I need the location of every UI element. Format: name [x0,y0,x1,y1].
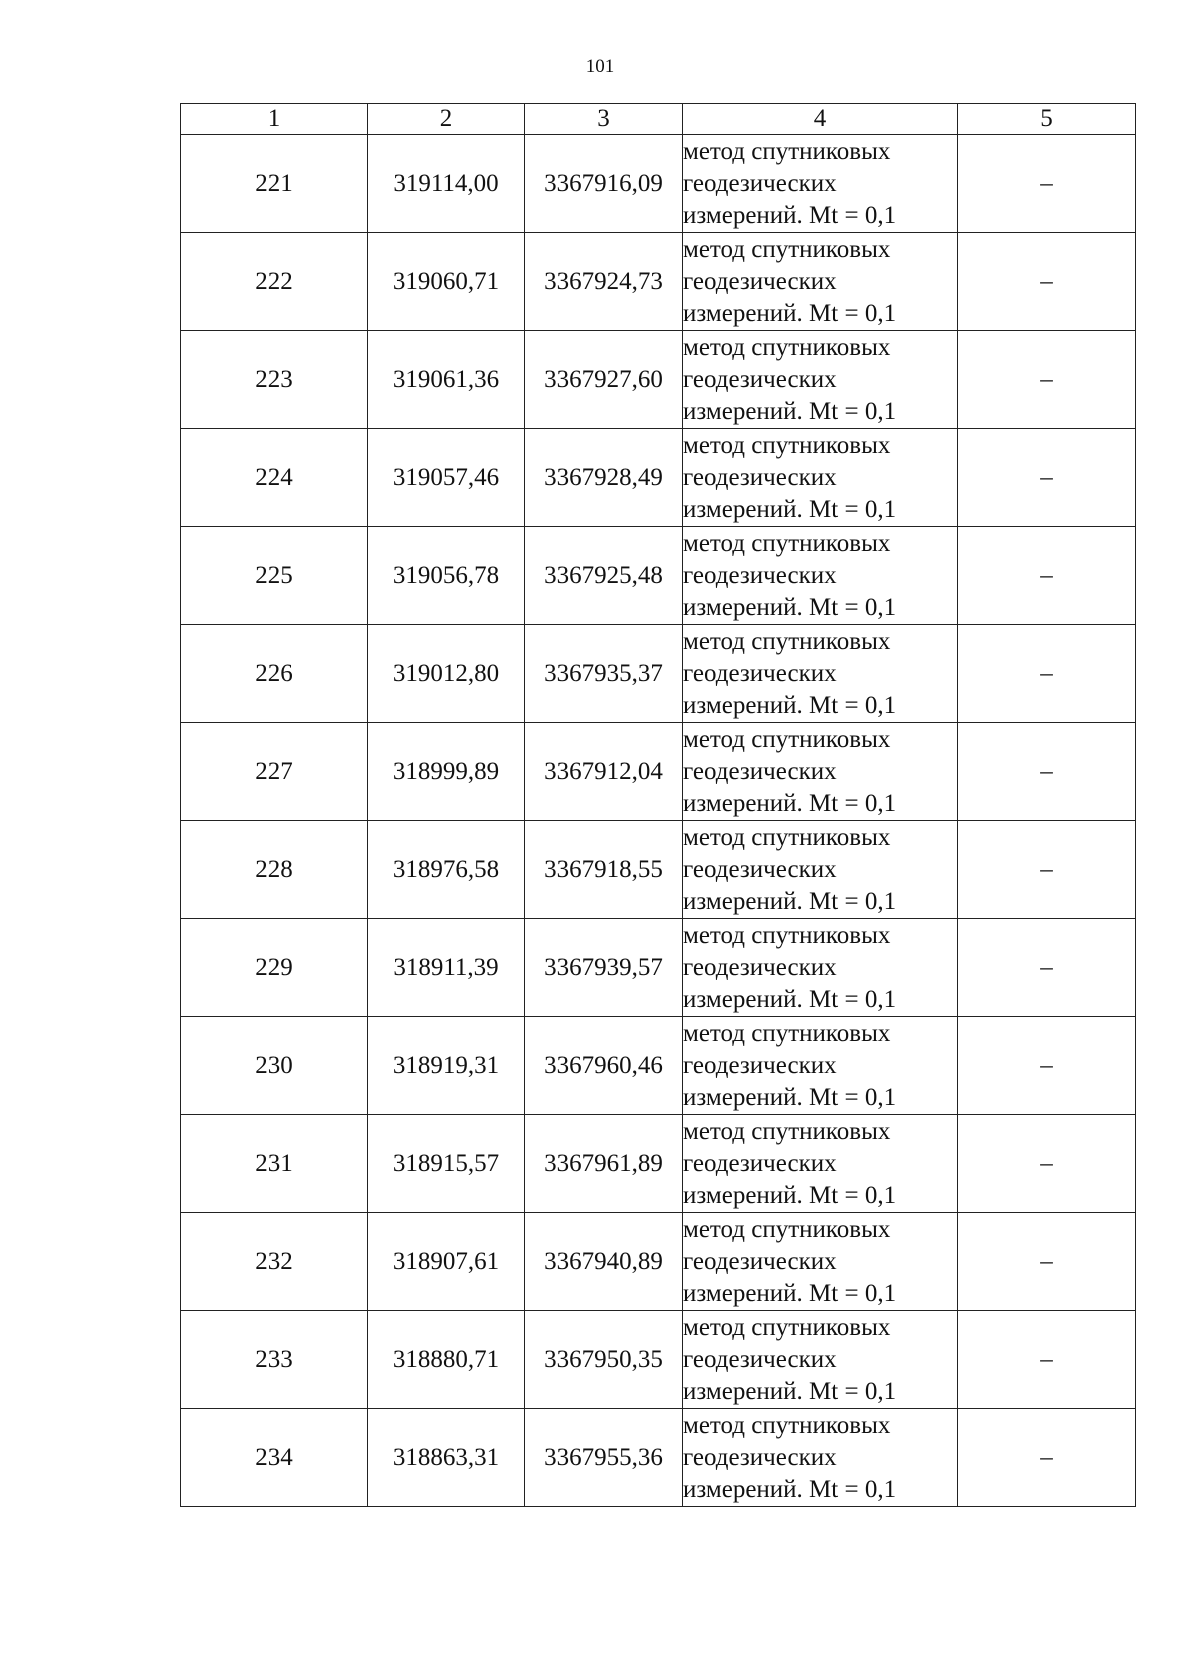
table-row [181,429,1136,527]
y-coordinate-cell: 3367928,49 [525,429,683,527]
method-line: метод спутниковых [683,1411,891,1439]
method-line: метод спутниковых [683,627,891,655]
note-cell: – [958,1311,1136,1409]
table-row [181,1409,1136,1507]
method-line: метод спутниковых [683,921,891,949]
y-coordinate-cell: 3367939,57 [525,919,683,1017]
point-number-cell: 232 [181,1213,368,1311]
table-row [181,331,1136,429]
method-line: геодезических [683,855,837,883]
method-line: измерений. Mt = 0,1 [683,299,897,327]
method-cell [683,429,958,527]
y-coordinate-cell: 3367950,35 [525,1311,683,1409]
method-line: измерений. Mt = 0,1 [683,1377,897,1405]
y-coordinate-cell: 3367935,37 [525,625,683,723]
y-coordinate-cell: 3367918,55 [525,821,683,919]
header-col-3: 3 [525,104,683,135]
note-cell: – [958,1213,1136,1311]
method-line: измерений. Mt = 0,1 [683,495,897,523]
method-line: геодезических [683,659,837,687]
x-coordinate-cell: 319057,46 [368,429,525,527]
point-number-cell: 230 [181,1017,368,1115]
method-line: измерений. Mt = 0,1 [683,201,897,229]
point-number-cell: 234 [181,1409,368,1507]
note-cell: – [958,821,1136,919]
point-number-cell: 226 [181,625,368,723]
method-cell [683,625,958,723]
x-coordinate-cell: 318999,89 [368,723,525,821]
method-line: метод спутниковых [683,725,891,753]
method-line: измерений. Mt = 0,1 [683,1279,897,1307]
table-row [181,527,1136,625]
note-cell: – [958,429,1136,527]
x-coordinate-cell: 318907,61 [368,1213,525,1311]
method-line: измерений. Mt = 0,1 [683,1083,897,1111]
method-line: метод спутниковых [683,529,891,557]
note-cell: – [958,1115,1136,1213]
method-cell [683,919,958,1017]
method-line: метод спутниковых [683,333,891,361]
x-coordinate-cell: 319061,36 [368,331,525,429]
note-cell: – [958,1017,1136,1115]
method-cell [683,1409,958,1507]
point-number-cell: 231 [181,1115,368,1213]
method-line: метод спутниковых [683,137,891,165]
coordinates-table [180,103,1136,1507]
point-number-cell: 223 [181,331,368,429]
point-number-cell: 228 [181,821,368,919]
table-row [181,821,1136,919]
header-col-5: 5 [958,104,1136,135]
table-row [181,233,1136,331]
method-line: измерений. Mt = 0,1 [683,1475,897,1503]
method-line: геодезических [683,365,837,393]
point-number-cell: 225 [181,527,368,625]
note-cell: – [958,233,1136,331]
point-number-cell: 227 [181,723,368,821]
y-coordinate-cell: 3367940,89 [525,1213,683,1311]
method-line: метод спутниковых [683,1117,891,1145]
method-cell [683,821,958,919]
table-header [181,104,1136,135]
method-line: метод спутниковых [683,1019,891,1047]
method-line: измерений. Mt = 0,1 [683,789,897,817]
table-row [181,135,1136,233]
x-coordinate-cell: 318880,71 [368,1311,525,1409]
method-line: геодезических [683,757,837,785]
note-cell: – [958,919,1136,1017]
table-body [181,135,1136,1507]
point-number-cell: 224 [181,429,368,527]
method-cell [683,135,958,233]
table-row [181,625,1136,723]
method-cell [683,331,958,429]
y-coordinate-cell: 3367955,36 [525,1409,683,1507]
method-line: геодезических [683,1051,837,1079]
y-coordinate-cell: 3367961,89 [525,1115,683,1213]
method-line: метод спутниковых [683,1215,891,1243]
x-coordinate-cell: 318863,31 [368,1409,525,1507]
point-number-cell: 221 [181,135,368,233]
method-line: метод спутниковых [683,235,891,263]
table-row [181,723,1136,821]
table-row [181,1115,1136,1213]
table-row [181,1017,1136,1115]
note-cell: – [958,723,1136,821]
x-coordinate-cell: 319060,71 [368,233,525,331]
y-coordinate-cell: 3367927,60 [525,331,683,429]
y-coordinate-cell: 3367912,04 [525,723,683,821]
y-coordinate-cell: 3367960,46 [525,1017,683,1115]
note-cell: – [958,135,1136,233]
method-cell [683,723,958,821]
method-line: метод спутниковых [683,431,891,459]
table-row [181,919,1136,1017]
method-line: измерений. Mt = 0,1 [683,985,897,1013]
header-col-1: 1 [181,104,368,135]
y-coordinate-cell: 3367924,73 [525,233,683,331]
header-col-2: 2 [368,104,525,135]
method-cell [683,1213,958,1311]
method-cell [683,1115,958,1213]
point-number-cell: 222 [181,233,368,331]
point-number-cell: 229 [181,919,368,1017]
note-cell: – [958,1409,1136,1507]
method-line: измерений. Mt = 0,1 [683,887,897,915]
method-line: геодезических [683,561,837,589]
method-line: измерений. Mt = 0,1 [683,691,897,719]
note-cell: – [958,331,1136,429]
header-col-4: 4 [683,104,958,135]
method-cell [683,527,958,625]
method-line: геодезических [683,267,837,295]
x-coordinate-cell: 319012,80 [368,625,525,723]
table-row [181,1311,1136,1409]
x-coordinate-cell: 319114,00 [368,135,525,233]
x-coordinate-cell: 318919,31 [368,1017,525,1115]
method-line: метод спутниковых [683,1313,891,1341]
x-coordinate-cell: 318915,57 [368,1115,525,1213]
y-coordinate-cell: 3367916,09 [525,135,683,233]
note-cell: – [958,527,1136,625]
method-line: измерений. Mt = 0,1 [683,397,897,425]
method-line: геодезических [683,1443,837,1471]
method-line: метод спутниковых [683,823,891,851]
method-cell [683,1017,958,1115]
header-row [181,104,1136,135]
method-line: геодезических [683,463,837,491]
page-number: 101 [585,56,615,77]
method-line: геодезических [683,1247,837,1275]
x-coordinate-cell: 318911,39 [368,919,525,1017]
method-line: геодезических [683,1345,837,1373]
y-coordinate-cell: 3367925,48 [525,527,683,625]
method-cell [683,1311,958,1409]
method-cell [683,233,958,331]
x-coordinate-cell: 319056,78 [368,527,525,625]
note-cell: – [958,625,1136,723]
x-coordinate-cell: 318976,58 [368,821,525,919]
method-line: геодезических [683,1149,837,1177]
method-line: геодезических [683,953,837,981]
method-line: измерений. Mt = 0,1 [683,1181,897,1209]
method-line: измерений. Mt = 0,1 [683,593,897,621]
method-line: геодезических [683,169,837,197]
table-row [181,1213,1136,1311]
point-number-cell: 233 [181,1311,368,1409]
